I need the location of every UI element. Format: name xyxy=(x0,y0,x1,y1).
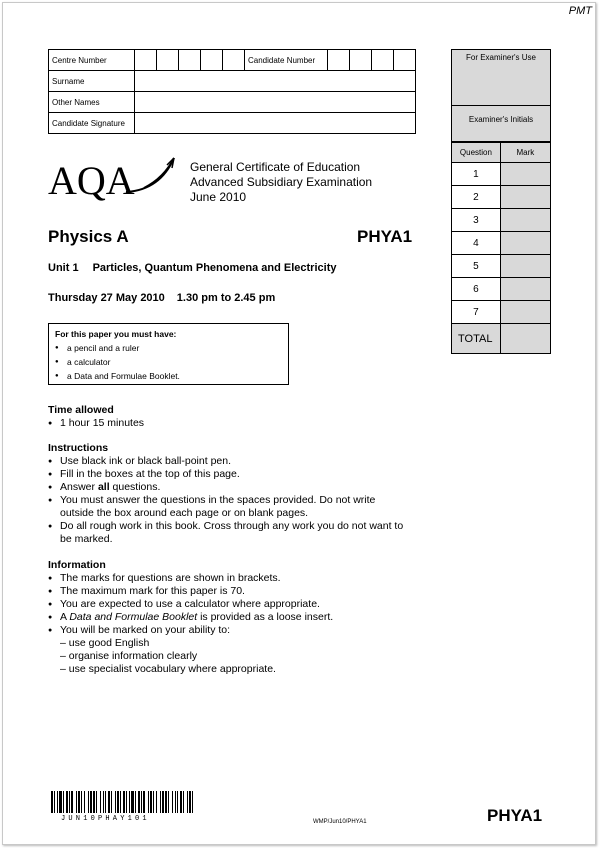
sub-list-item: – use good English xyxy=(60,637,150,649)
item-text: A xyxy=(60,611,70,623)
list-item: ● Use black ink or black ball-point pen. xyxy=(48,455,408,468)
barcode-bar xyxy=(103,791,104,813)
barcode-bar xyxy=(117,791,119,813)
total-label: TOTAL xyxy=(452,324,501,354)
candidate-details-table xyxy=(48,49,416,134)
subject-title: Physics A xyxy=(48,227,129,246)
question-number: 5 xyxy=(452,255,501,278)
barcode-bar xyxy=(69,791,70,813)
centre-number-box[interactable] xyxy=(179,50,201,71)
barcode-bar xyxy=(141,791,142,813)
barcode-bar xyxy=(59,791,62,813)
candidate-number-label: Candidate Number xyxy=(245,50,328,71)
list-item: ● Fill in the boxes at the top of this page. xyxy=(48,468,408,481)
barcode-bar xyxy=(108,791,110,813)
barcode-bar xyxy=(111,791,112,813)
centre-number-box[interactable] xyxy=(201,50,223,71)
list-item xyxy=(48,611,408,624)
barcode-bar xyxy=(96,791,97,813)
barcode-bar xyxy=(156,791,157,813)
list-item: ● a pencil and a ruler xyxy=(55,341,282,355)
barcode-bar xyxy=(129,791,130,813)
qualification-block xyxy=(190,160,372,205)
barcode-bar xyxy=(63,791,64,813)
barcode-bar xyxy=(51,791,53,813)
signature-label: Candidate Signature xyxy=(49,113,135,134)
barcode-bar xyxy=(143,791,145,813)
barcode-bar xyxy=(180,791,182,813)
barcode-bar xyxy=(81,791,82,813)
barcode-bar xyxy=(90,791,92,813)
section-heading: Instructions xyxy=(48,442,109,454)
list-item: ● You are expected to use a calculator where appropriate. xyxy=(48,598,408,611)
section-heading: Information xyxy=(48,559,106,571)
unit-title: Particles, Quantum Phenomena and Electricity xyxy=(92,262,337,274)
other-names-label: Other Names xyxy=(49,92,135,113)
footer-paper-code: PHYA1 xyxy=(487,806,543,825)
exam-date-line xyxy=(48,292,275,304)
section-heading: Time allowed xyxy=(48,404,114,416)
pmt-watermark: PMT xyxy=(568,5,592,17)
list-item: ● Do all rough work in this book. Cross through any work you do not want to be marked. xyxy=(48,520,408,546)
barcode-bar xyxy=(123,791,125,813)
barcode-bar xyxy=(150,791,152,813)
time-allowed-section xyxy=(48,404,408,430)
paper-code: PHYA1 xyxy=(357,227,413,246)
instructions-section xyxy=(48,442,408,546)
item-text: questions. xyxy=(109,481,161,493)
list-item: ● The maximum mark for this paper is 70. xyxy=(48,585,408,598)
question-number: 2 xyxy=(452,186,501,209)
barcode-bar xyxy=(100,791,101,813)
barcode-bar xyxy=(54,791,55,813)
barcode-bar xyxy=(183,791,184,813)
item-text-italic: Data and Formulae Booklet xyxy=(69,611,198,623)
list-item: ● You must answer the questions in the spaces provided. Do not write outside the box around each page or on blank pages. xyxy=(48,494,408,520)
qualification-line: June 2010 xyxy=(190,190,247,204)
barcode-bar xyxy=(172,791,173,813)
list-item: ● The marks for questions are shown in brackets. xyxy=(48,572,408,585)
materials-list xyxy=(55,341,282,383)
materials-box xyxy=(48,323,289,385)
mark-cell[interactable] xyxy=(500,278,550,301)
aqa-logo xyxy=(48,156,176,204)
barcode-bar xyxy=(76,791,77,813)
barcode-text: JUN10PHAY101 xyxy=(61,815,150,823)
exam-date: Thursday 27 May 2010 xyxy=(48,292,165,304)
barcode xyxy=(51,791,195,813)
mark-cell[interactable] xyxy=(500,232,550,255)
mark-cell[interactable] xyxy=(500,255,550,278)
surname-field[interactable] xyxy=(135,71,416,92)
barcode-bar xyxy=(189,791,191,813)
sub-list-item: – organise information clearly xyxy=(60,650,198,662)
barcode-bar xyxy=(115,791,116,813)
qualification-line: Advanced Subsidiary Examination xyxy=(190,175,373,189)
barcode-bar xyxy=(66,791,68,813)
total-mark-cell[interactable] xyxy=(500,324,550,354)
footer-reference: WMP/Jun10/PHYA1 xyxy=(313,819,367,825)
barcode-bar xyxy=(120,791,121,813)
barcode-bar xyxy=(192,791,193,813)
svg-text:AQA: AQA xyxy=(48,158,135,203)
barcode-bar xyxy=(78,791,80,813)
information-section xyxy=(48,559,408,676)
mark-column-header: Mark xyxy=(500,143,550,163)
candidate-number-box[interactable] xyxy=(350,50,372,71)
item-text-bold: all xyxy=(97,481,110,493)
list-item: ● a Data and Formulae Booklet. xyxy=(55,369,282,383)
question-number: 1 xyxy=(452,163,501,186)
barcode-bar xyxy=(187,791,188,813)
signature-field[interactable] xyxy=(135,113,416,134)
list-item xyxy=(48,481,408,494)
barcode-bar xyxy=(148,791,149,813)
barcode-bar xyxy=(105,791,106,813)
other-names-field[interactable] xyxy=(135,92,416,113)
centre-number-box[interactable] xyxy=(223,50,245,71)
barcode-bar xyxy=(177,791,178,813)
barcode-bar xyxy=(131,791,134,813)
centre-number-box[interactable] xyxy=(157,50,179,71)
barcode-bar xyxy=(153,791,154,813)
barcode-bar xyxy=(165,791,167,813)
candidate-number-box[interactable] xyxy=(328,50,350,71)
question-number: 6 xyxy=(452,278,501,301)
marks-table xyxy=(451,142,551,354)
mark-cell[interactable] xyxy=(500,186,550,209)
barcode-bar xyxy=(93,791,95,813)
barcode-bar xyxy=(138,791,140,813)
candidate-number-box[interactable] xyxy=(372,50,394,71)
materials-heading: For this paper you must have: xyxy=(55,329,177,339)
unit-number: Unit 1 xyxy=(48,262,79,274)
barcode-bar xyxy=(71,791,73,813)
barcode-bar xyxy=(84,791,85,813)
sub-list-item: – use specialist vocabulary where appropriate. xyxy=(60,663,276,675)
item-text: Answer xyxy=(60,481,98,493)
list-item: ● You will be marked on your ability to: xyxy=(48,624,408,637)
candidate-number-box[interactable] xyxy=(394,50,416,71)
mark-cell[interactable] xyxy=(500,209,550,232)
question-number: 7 xyxy=(452,301,501,324)
barcode-bar xyxy=(175,791,176,813)
examiner-initials-label: Examiner's Initials xyxy=(451,106,551,142)
barcode-bar xyxy=(126,791,127,813)
centre-number-box[interactable] xyxy=(135,50,157,71)
mark-cell[interactable] xyxy=(500,163,550,186)
question-number: 3 xyxy=(452,209,501,232)
centre-number-label: Centre Number xyxy=(49,50,135,71)
barcode-bar xyxy=(57,791,58,813)
examiner-use-title: For Examiner's Use xyxy=(451,49,551,106)
barcode-bar xyxy=(162,791,164,813)
barcode-bar xyxy=(160,791,161,813)
qualification-line: General Certificate of Education xyxy=(190,160,361,174)
list-item: ● a calculator xyxy=(55,355,282,369)
barcode-bar xyxy=(168,791,169,813)
barcode-bar xyxy=(135,791,136,813)
question-number: 4 xyxy=(452,232,501,255)
exam-time: 1.30 pm to 2.45 pm xyxy=(176,292,276,304)
question-column-header: Question xyxy=(452,143,501,163)
surname-label: Surname xyxy=(49,71,135,92)
list-item: ● 1 hour 15 minutes xyxy=(48,417,408,430)
barcode-bar xyxy=(88,791,89,813)
mark-cell[interactable] xyxy=(500,301,550,324)
examiner-panel xyxy=(451,49,551,354)
item-text: is provided as a loose insert. xyxy=(197,611,334,623)
unit-line xyxy=(48,262,336,274)
